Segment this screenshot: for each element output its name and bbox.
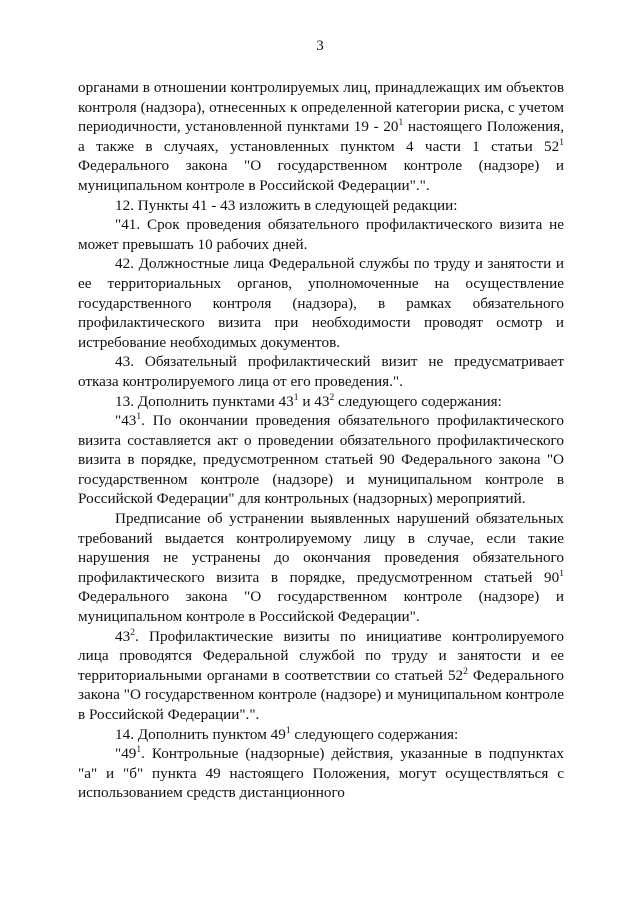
superscript: 1 <box>136 745 142 756</box>
paragraph <box>78 392 564 412</box>
paragraph <box>78 411 564 509</box>
text-segment: "41. Срок проведения обязательного профилактического визита не может превышать 10 рабочих дней. <box>78 216 564 253</box>
paragraph <box>78 78 564 196</box>
superscript: 1 <box>559 568 564 579</box>
superscript: 2 <box>329 392 335 403</box>
text-segment: "49 <box>115 745 137 763</box>
superscript: 1 <box>559 137 564 148</box>
text-segment: . По окончании проведения обязательного профилактического визита составляется акт о проведении обязательного профилактического визита в порядке, предусмотренном статьей 90 Федерального закона "О государственном контроле (надзоре) и муниципальном контроле в Российской Федерации" для контрольных (надзорных) мероприятий. <box>78 412 564 508</box>
paragraph <box>78 627 564 725</box>
text-segment: Предписание об устранении выявленных нарушений обязательных требований выдается контролируемому лицу в случае, если такие нарушения не устранены до окончания проведения обязательного профилактического визита в порядке, предусмотренном статьей 90 <box>78 510 564 586</box>
superscript: 1 <box>398 118 404 129</box>
text-segment: "43 <box>115 412 137 430</box>
paragraph <box>78 352 564 391</box>
text-segment: 43. Обязательный профилактический визит не предусматривает отказа контролируемого лица от его проведения.". <box>78 353 564 390</box>
text-segment: настоящего Положения, а также в случаях, установленных пунктом 4 части 1 статьи 52 <box>78 118 564 155</box>
text-segment: . Контрольные (надзорные) действия, указанные в подпунктах "а" и "б" пункта 49 настоящего Положения, могут осуществляться с использованием средств дистанционного <box>78 745 564 802</box>
superscript: 2 <box>130 627 135 638</box>
text-segment: органами в отношении контролируемых лиц, принадлежащих им объектов контроля (надзора), отнесенных к определенной категории риска, с учетом периодичности, установленной пунктами 19 - 20 <box>78 79 564 136</box>
text-segment: 43 <box>115 627 131 645</box>
paragraph <box>78 509 564 627</box>
text-segment: 12. Пункты 41 - 43 изложить в следующей редакции: <box>115 196 458 214</box>
text-segment: Федерального закона "О государственном контроле (надзоре) и муниципальном контроле в Российской Федерации".". <box>78 666 564 723</box>
paragraph <box>78 725 564 745</box>
text-segment: Федерального закона "О государственном контроле (надзоре) и муниципальном контроле в Российской Федерации". <box>78 588 564 626</box>
text-segment: 14. Дополнить пунктом 49 <box>115 725 286 743</box>
page-number: 3 <box>316 38 324 54</box>
text-segment: и 43 <box>298 392 330 410</box>
paragraph <box>78 744 564 803</box>
text-segment: 42. Должностные лица Федеральной службы по труду и занятости и ее территориальных органов, уполномоченные на осуществление государственного контроля (надзора), в рамках обязательного профилактического визита при необходимости проводят осмотр и истребование необходимых документов. <box>78 255 564 351</box>
paragraph <box>78 254 564 352</box>
text-segment: следующего содержания: <box>334 392 502 410</box>
text-segment: . Профилактические визиты по инициативе контролируемого лица проводятся Федеральной службой по труду и занятости и ее территориальными органами в соответствии со статьей 52 <box>78 627 564 684</box>
text-segment: Федерального закона "О государственном контроле (надзоре) и муниципальном контроле в Российской Федерации".". <box>78 157 564 194</box>
superscript: 1 <box>285 725 291 736</box>
superscript: 1 <box>293 392 299 403</box>
paragraph <box>78 196 564 216</box>
text-segment: следующего содержания: <box>290 725 459 743</box>
document-body <box>78 78 564 803</box>
superscript: 2 <box>463 666 468 677</box>
superscript: 1 <box>136 412 142 423</box>
text-segment: 13. Дополнить пунктами 43 <box>115 392 294 410</box>
paragraph <box>78 215 564 254</box>
